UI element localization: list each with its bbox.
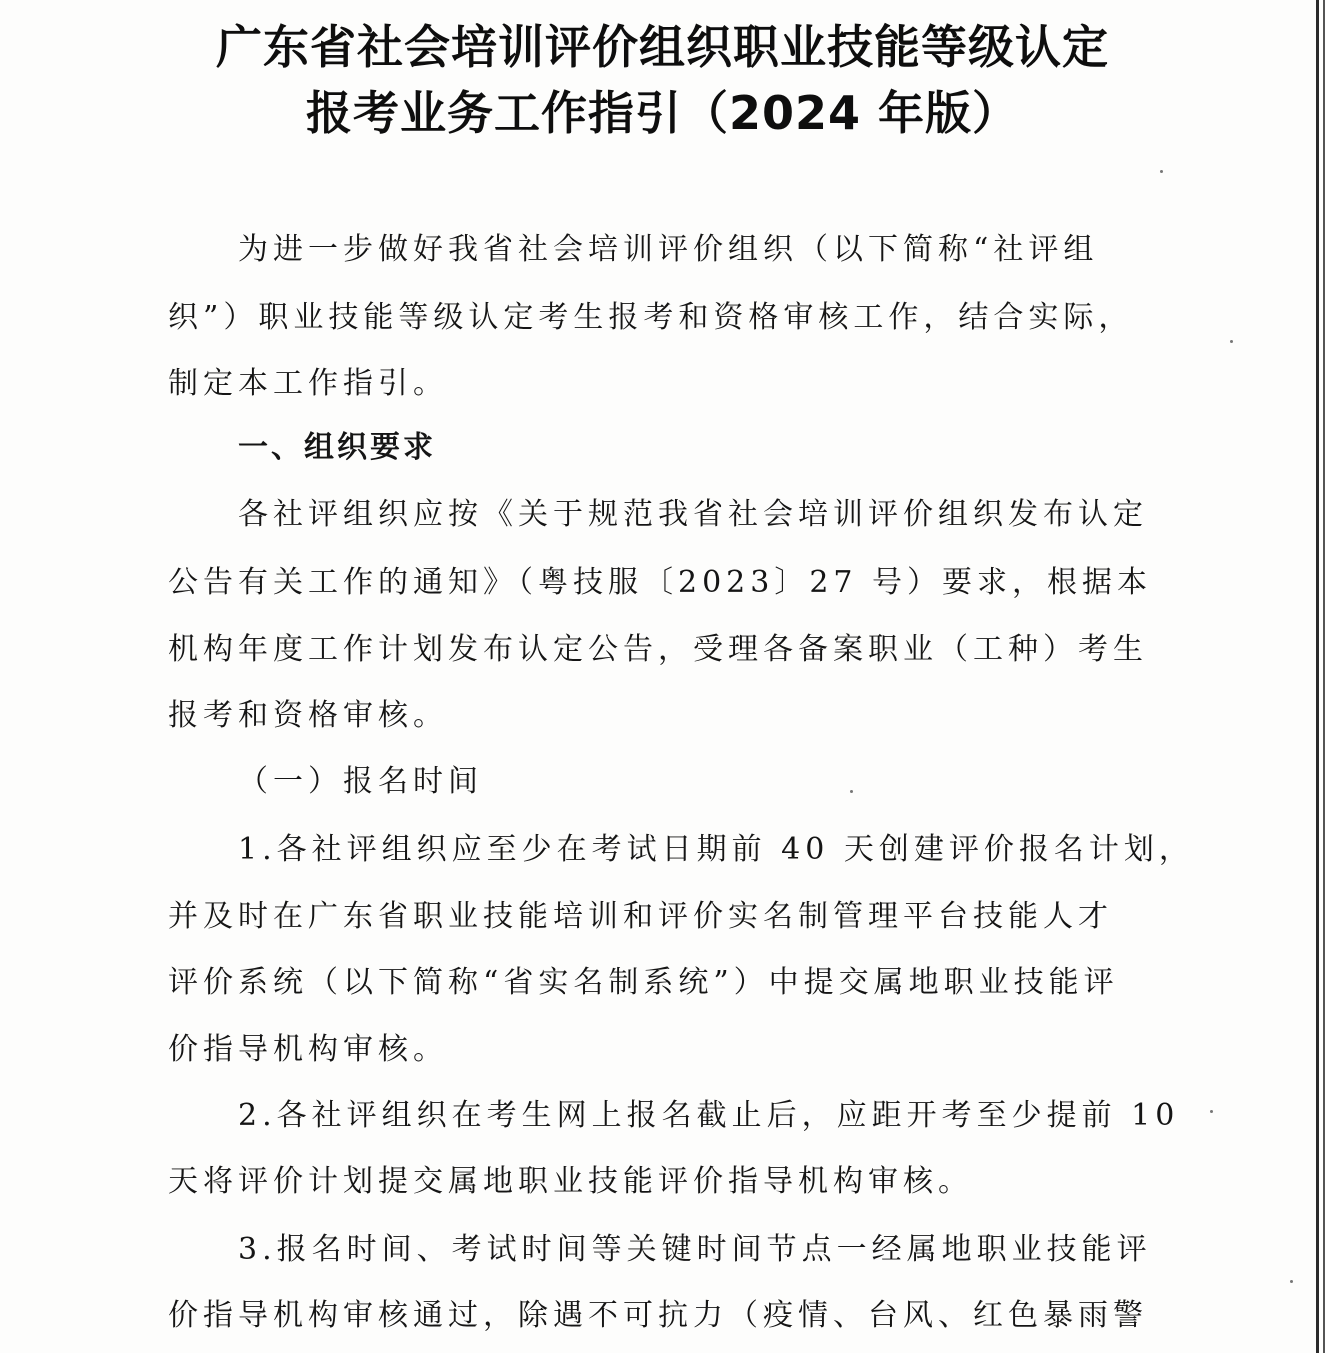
paragraph-line: 为进一步做好我省社会培训评价组织（以下简称“社评组 xyxy=(238,232,1099,267)
scan-speck xyxy=(1230,340,1233,343)
scan-speck xyxy=(1290,1280,1293,1283)
paragraph-line: 织”）职业技能等级认定考生报考和资格审核工作，结合实际， xyxy=(168,300,1134,335)
document-title-line-2: 报考业务工作指引（2024 年版） xyxy=(305,86,1020,140)
paragraph-line: 报考和资格审核。 xyxy=(168,698,448,733)
document-title-line-1: 广东省社会培训评价组织职业技能等级认定 xyxy=(216,20,1109,74)
scan-speck xyxy=(1160,170,1163,173)
paragraph-line: 各社评组织应按《关于规范我省社会培训评价组织发布认定 xyxy=(238,497,1148,532)
scan-speck xyxy=(850,790,853,793)
scan-speck xyxy=(1210,1110,1213,1113)
subsection-heading: （一）报名时间 xyxy=(238,764,483,799)
scan-edge xyxy=(1316,0,1319,1353)
paragraph-line: 1.各社评组织应至少在考试日期前 40 天创建评价报名计划， xyxy=(238,832,1194,867)
paragraph-line: 价指导机构审核通过，除遇不可抗力（疫情、台风、红色暴雨警 xyxy=(168,1298,1148,1333)
paragraph-line: 评价系统（以下简称“省实名制系统”）中提交属地职业技能评 xyxy=(168,965,1119,1000)
section-heading: 一、组织要求 xyxy=(238,430,436,465)
paragraph-line: 公告有关工作的通知》（粤技服〔2023〕27 号）要求，根据本 xyxy=(168,565,1153,600)
paragraph-line: 3.报名时间、考试时间等关键时间节点一经属地职业技能评 xyxy=(238,1232,1152,1267)
paragraph-line: 制定本工作指引。 xyxy=(168,366,448,401)
paragraph-line: 价指导机构审核。 xyxy=(168,1032,448,1067)
paragraph-line: 并及时在广东省职业技能培训和评价实名制管理平台技能人才 xyxy=(168,899,1113,934)
paragraph-line: 机构年度工作计划发布认定公告，受理各备案职业（工种）考生 xyxy=(168,632,1148,667)
paragraph-line: 天将评价计划提交属地职业技能评价指导机构审核。 xyxy=(168,1164,973,1199)
paragraph-line: 2.各社评组织在考生网上报名截止后，应距开考至少提前 10 xyxy=(238,1098,1180,1133)
